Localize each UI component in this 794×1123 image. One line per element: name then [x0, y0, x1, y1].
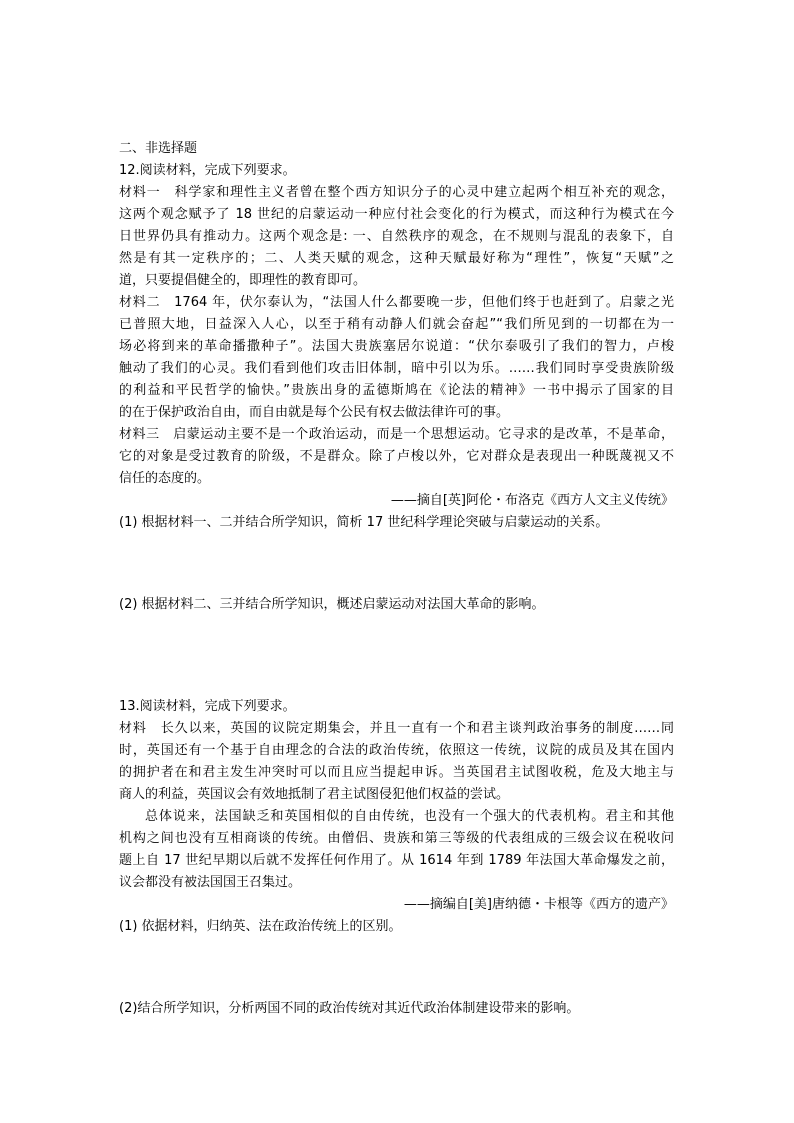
q13-subquestion-1: (1) 依据材料，归纳英、法在政治传统上的区别。 [119, 919, 402, 934]
q12-material2-line: 场必将到来的革命播撒种子”。法国大贵族塞居尔说道：“伏尔泰吸引了我们的智力，卢梭 [119, 339, 674, 354]
section-title: 二、非选择题 [119, 141, 198, 156]
q12-material3-line: 它的对象是受过教育的阶级，不是群众。除了卢梭以外，它对群众是表现出一种既蔑视又不 [119, 449, 674, 464]
q13-paragraph2-line: 题上自 17 世纪早期以后就不发挥任何作用了。从 1614 年到 1789 年法国大革命爆发之前， [119, 853, 674, 868]
q13-subquestion-2: (2)结合所学知识，分析两国不同的政治传统对其近代政治体制建设带来的影响。 [119, 1001, 580, 1016]
q12-material1-line: 日世界仍具有推动力。这两个观念是: 一、自然秩序的观念，在不规则与混乱的表象下，自 [119, 229, 674, 244]
q13-material-line: 材料 长久以来，英国的议院定期集会，并且一直有一个和君主谈判政治事务的制度……同 [119, 721, 674, 736]
q13-paragraph2-line: 总体说来，法国缺乏和英国相似的自由传统，也没有一个强大的代表机构。君主和其他 [145, 809, 674, 824]
q13-paragraph2-line: 议会都没有被法国国王召集过。 [119, 875, 302, 890]
q13-source: ——摘编自[美]唐纳德・卡根等《西方的遗产》 [403, 897, 674, 912]
q12-header: 12.阅读材料，完成下列要求。 [119, 163, 296, 178]
q12-subquestion-1: (1) 根据材料一、二并结合所学知识，简析 17 世纪科学理论突破与启蒙运动的关系。 [119, 515, 609, 530]
q13-material-line: 时，英国还有一个基于自由理念的合法的政治传统，依照这一传统，议院的成员及其在国内 [119, 743, 674, 758]
q13-paragraph2-line: 机构之间也没有互相商谈的传统。由僧侣、贵族和第三等级的代表组成的三级会议在税收问 [119, 831, 674, 846]
q12-material1-line: 材料一 科学家和理性主义者曾在整个西方知识分子的心灵中建立起两个相互补充的观念， [119, 185, 674, 200]
q12-material1-line: 然是有其一定秩序的；二、人类天赋的观念，这种天赋最好称为“理性”，恢复“天赋”之 [119, 251, 674, 266]
q12-source: ——摘自[英]阿伦・布洛克《西方人文主义传统》 [390, 493, 674, 508]
q12-material2-line: 材料二 1764 年，伏尔泰认为，“法国人什么都要晚一步，但他们终于也赶到了。启蒙之光 [119, 295, 674, 310]
q12-material3-line: 材料三 启蒙运动主要不是一个政治运动，而是一个思想运动。它寻求的是改革，不是革命， [119, 427, 674, 442]
q13-header: 13.阅读材料，完成下列要求。 [119, 699, 296, 714]
q12-material2-line: 触动了我们的心灵。我们看到他们攻击旧体制，暗中引以为乐。……我们同时享受贵族阶级 [119, 361, 674, 376]
q12-material1-line: 道，只要提倡健全的，即理性的教育即可。 [119, 273, 367, 288]
q12-material2-line: 已普照大地，日益深入人心，以至于稍有动静人们就会奋起”“我们所见到的一切都在为一 [119, 317, 674, 332]
q12-material1-line: 这两个观念赋予了 18 世纪的启蒙运动一种应付社会变化的行为模式，而这种行为模式在今 [119, 207, 674, 222]
q13-material-line: 的拥护者在和君主发生冲突时可以而且应当提起申诉。当英国君主试图收税，危及大地主与 [119, 765, 674, 780]
q12-material3-line: 信任的态度的。 [119, 471, 211, 486]
q12-material2-line: 的在于保护政治自由，而自由就是每个公民有权去做法律许可的事。 [119, 405, 510, 420]
q13-material-line: 商人的利益，英国议会有效地抵制了君主试图侵犯他们权益的尝试。 [119, 787, 510, 802]
q12-subquestion-2: (2) 根据材料二、三并结合所学知识，概述启蒙运动对法国大革命的影响。 [119, 597, 545, 612]
q12-material2-line: 的利益和平民哲学的愉快。”贵族出身的孟德斯鸠在《论法的精神》一书中揭示了国家的目 [119, 383, 674, 398]
